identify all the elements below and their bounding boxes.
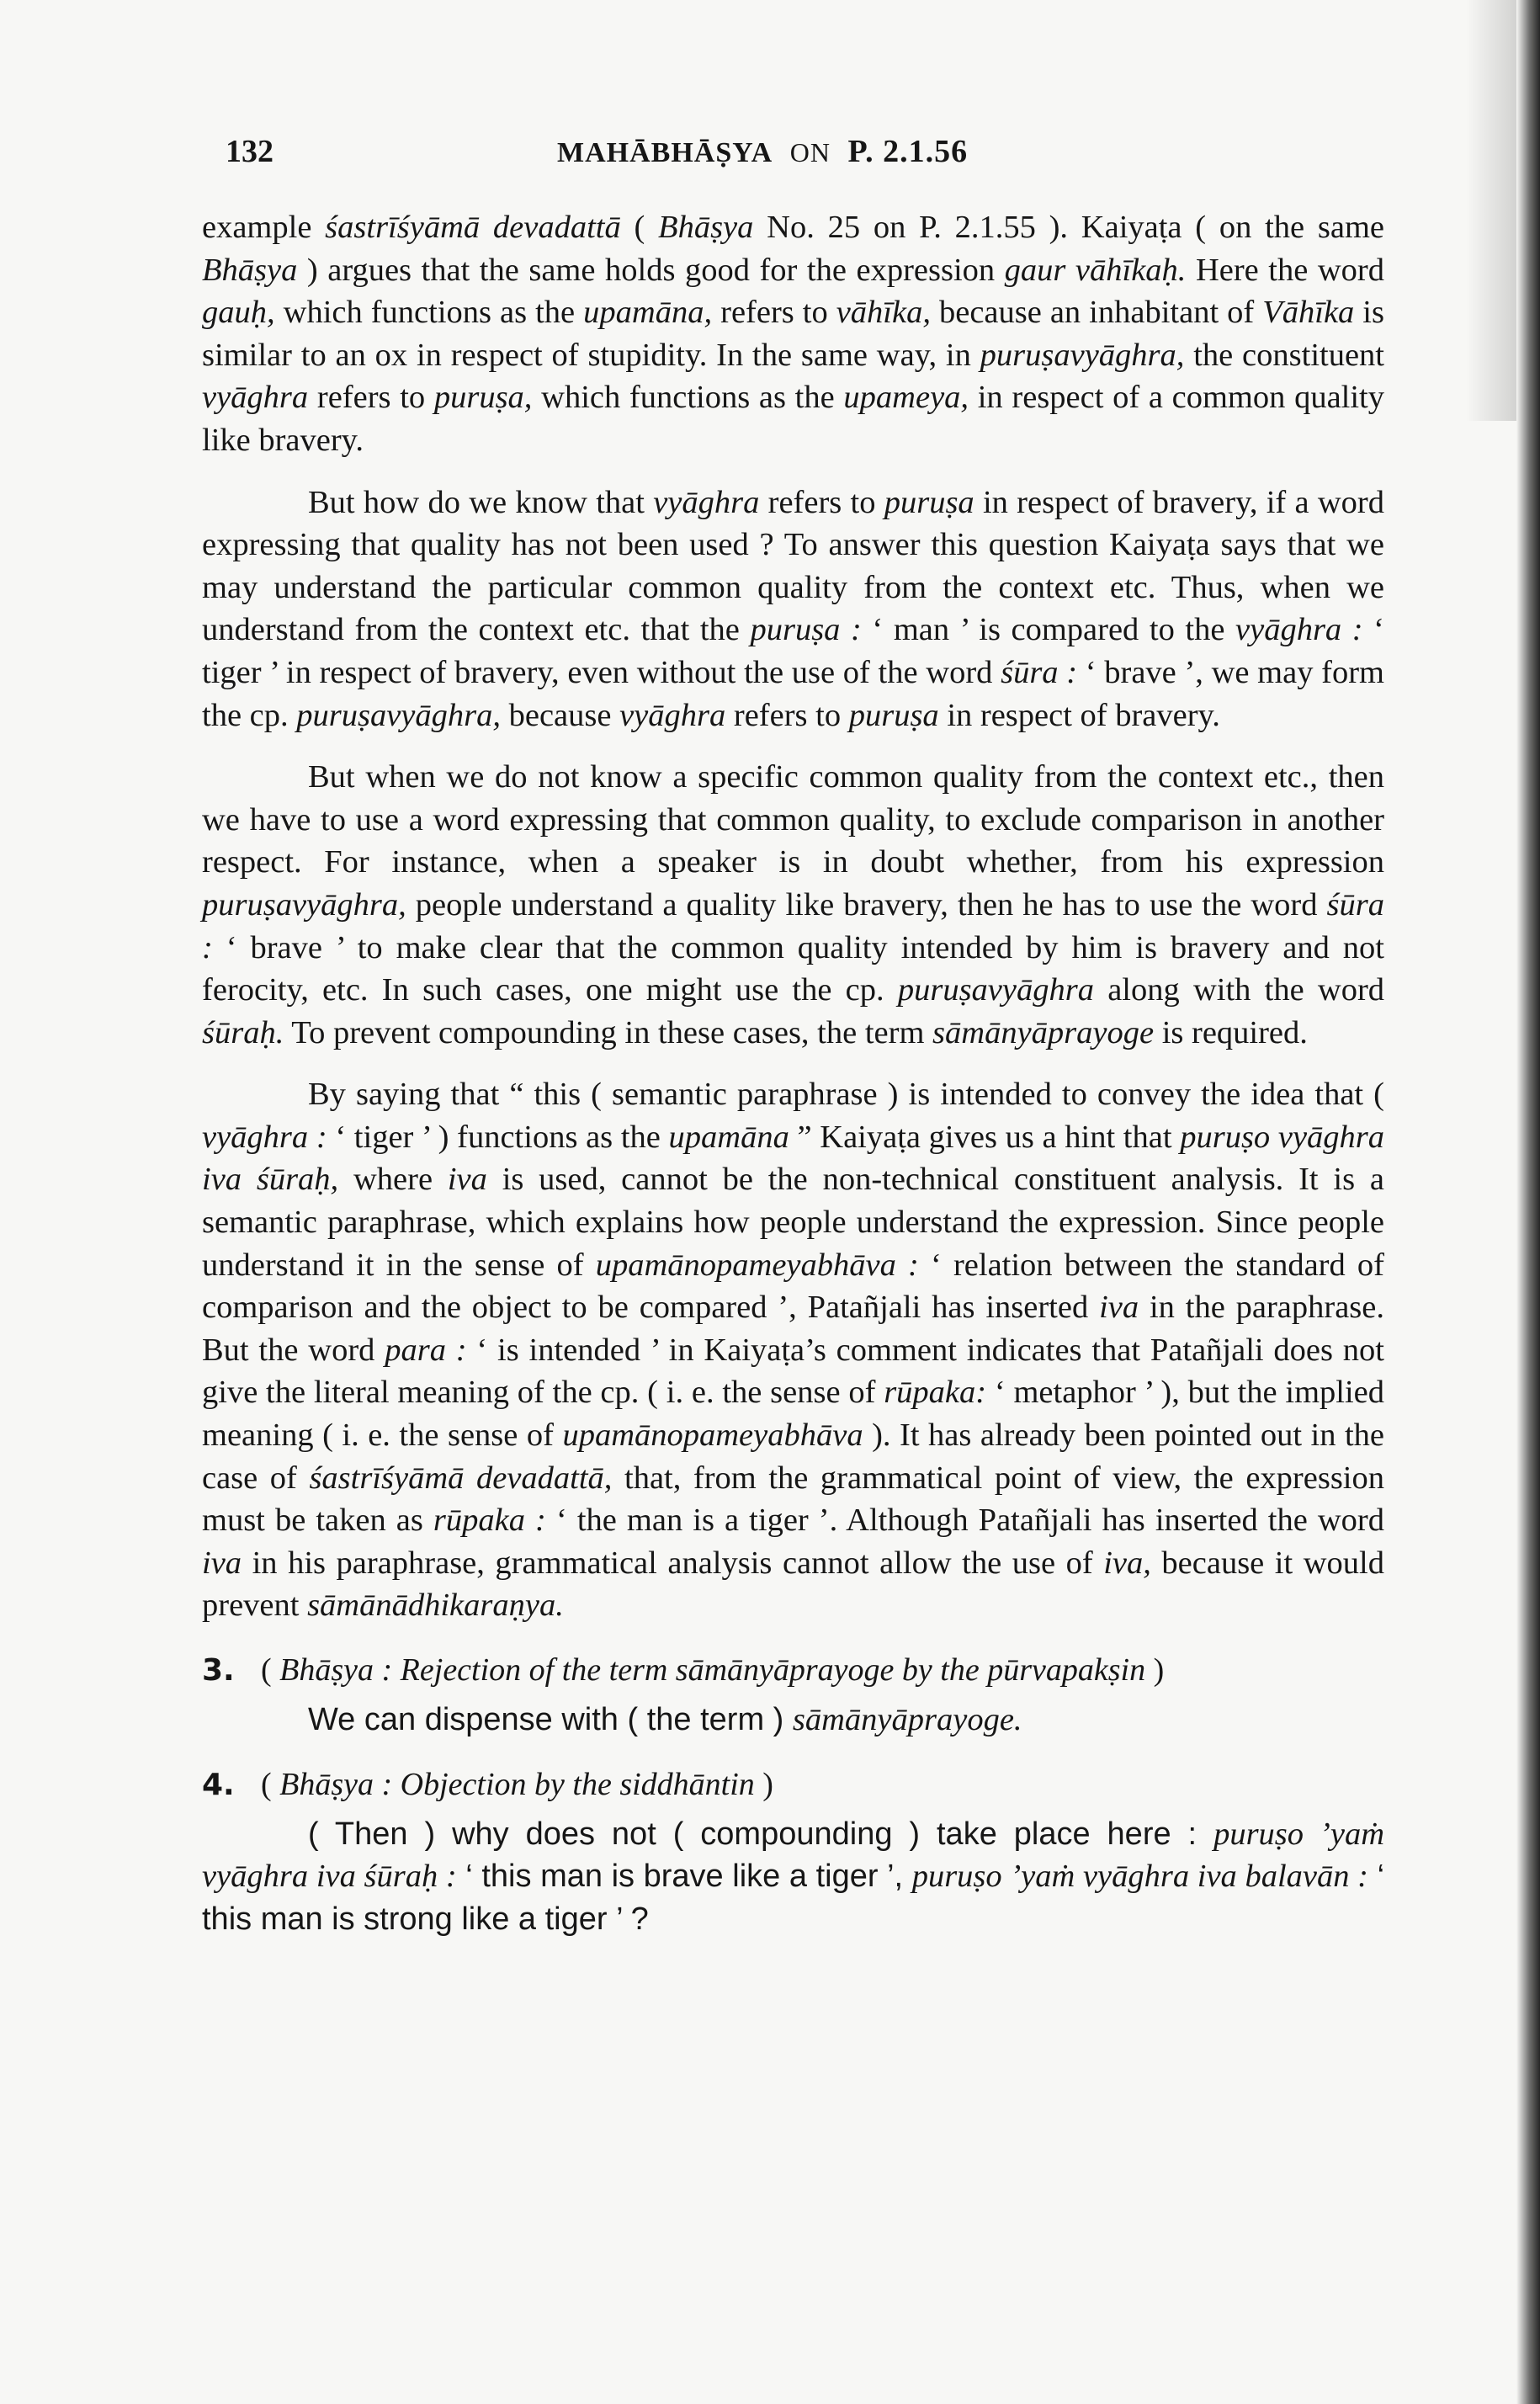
text-run: ‘ brave ’, we may form the cp.: [202, 654, 1384, 733]
translation-text: ‘ this man is brave like a tiger ’,: [456, 1859, 912, 1895]
text-run: is used, cannot be the non-technical constituent analysis. It is a semantic paraphrase, which explains how people understand the expression. Since people understand it in the sense of: [202, 1162, 1384, 1283]
text-run: By saying that “ this ( semantic paraphrase ) is intended to convey the idea that (: [308, 1077, 1384, 1113]
text-run: ‘ tiger ’ ) functions as the: [327, 1119, 669, 1155]
text-run: in the paraphrase. But the word: [202, 1290, 1385, 1368]
text-run: (: [620, 210, 659, 245]
italic-term: vyāghra: [202, 380, 309, 416]
text-run: ) argues that the same holds good for the expression: [297, 252, 1005, 288]
italic-term: rūpaka :: [433, 1502, 546, 1539]
italic-term: puruṣo vyāghra iva śūraḥ,: [202, 1119, 1385, 1198]
section-3-heading: [202, 1649, 1384, 1692]
section-3: [202, 1649, 1384, 1742]
text-run: But when we do not know a specific common quality from the context etc., then we have to use a word expressing that common quality, to exclude comparison in another respect. For instance, when a speaker is in doubt whether, from his expression: [202, 759, 1384, 880]
translation-text: ‘ this man is strong like a tiger ’ ?: [202, 1859, 1385, 1937]
section-3-number: 3.: [202, 1653, 235, 1688]
italic-term: vyāghra :: [1235, 612, 1363, 648]
text-run: where: [338, 1162, 448, 1198]
translation-text: We can dispense with ( the term ): [308, 1702, 793, 1737]
italic-term: puruṣa,: [433, 380, 533, 416]
italic-term: upamānopameyabhāva :: [595, 1247, 919, 1283]
text-run: ): [1145, 1652, 1165, 1688]
italic-term: iva: [447, 1162, 487, 1198]
text-run: in his paraphrase, grammatical analysis cannot allow the use of: [242, 1545, 1104, 1581]
running-title-ref: P. 2.1.56: [847, 134, 969, 169]
section-4-number: 4.: [202, 1767, 235, 1802]
paragraph-3: [202, 756, 1384, 1054]
italic-term: vyāghra: [653, 484, 760, 520]
italic-term: puruṣa :: [750, 612, 862, 648]
italic-term: śūra :: [202, 886, 1384, 965]
page-edge-shadow: [1516, 0, 1540, 2404]
italic-term: śastrīśyāmā devadattā: [325, 210, 621, 245]
italic-term: vyāghra: [619, 697, 726, 733]
text-run: which functions as the: [532, 380, 844, 416]
italic-term: para :: [385, 1332, 467, 1368]
italic-term: upamāna,: [583, 295, 713, 331]
text-run: because an inhabitant of: [930, 295, 1263, 331]
text-run: in respect of bravery, if a word expressing that quality has not been used ? To answer this question Kaiyaṭa says that we may understand the particular common quality from the context etc. Thus, when we understand from the context etc. that the: [202, 484, 1384, 648]
section-3-title: [261, 1652, 1164, 1688]
text-run: refers to: [712, 295, 836, 331]
italic-term: puruṣa: [884, 484, 974, 520]
italic-term: gaur vāhīkaḥ.: [1004, 252, 1187, 288]
section-4-heading: [202, 1763, 1384, 1806]
page-edge-shade: [1466, 0, 1516, 421]
italic-term: puruṣa: [848, 697, 939, 733]
italic-term: puruṣo ’yaṁ vyāghra iva balavān :: [911, 1859, 1368, 1895]
text-run: But how do we know that: [308, 484, 654, 520]
italic-term: śūra :: [1001, 654, 1078, 690]
italic-term: śastrīśyāmā devadattā,: [309, 1460, 613, 1496]
text-run: Here the word: [1186, 252, 1384, 288]
text-run: ): [754, 1766, 773, 1802]
text-run: ‘ the man is a tiger ’. Although Patañjali has inserted the word: [545, 1502, 1384, 1539]
text-run: refers to: [308, 380, 434, 416]
italic-term: sāmānyāprayoge.: [792, 1702, 1022, 1737]
text-run: the constituent: [1184, 337, 1384, 373]
text-run: ‘ metaphor ’ ), but the implied meaning ( i. e. the sense of: [202, 1375, 1384, 1454]
text-run: in respect of bravery.: [938, 697, 1220, 733]
text-run: is similar to an ox in respect of stupidity. In the same way, in: [202, 295, 1384, 373]
text-run: that, from the grammatical point of view, the expression must be taken as: [202, 1460, 1384, 1539]
text-run: ‘ man ’ is compared to the: [861, 612, 1236, 648]
text-run: because it would prevent: [202, 1545, 1384, 1624]
text-run: which functions as the: [274, 295, 584, 331]
italic-term: sāmānyāprayoge: [932, 1014, 1155, 1050]
text-run: To prevent compounding in these cases, the term: [284, 1014, 933, 1050]
italic-term: Bhāṣya : Rejection of the term sāmānyāprayoge by the pūrvapakṣin: [279, 1652, 1146, 1688]
italic-term: śūraḥ.: [202, 1014, 284, 1050]
text-run: because: [501, 697, 620, 733]
italic-term: puruṣo ’yaṁ vyāghra iva śūraḥ :: [202, 1816, 1385, 1895]
section-4-text: [202, 1813, 1384, 1941]
paragraph-4: [202, 1073, 1384, 1627]
text-run: ‘ is intended ’ in Kaiyaṭa’s comment indicates that Patañjali does not give the literal meaning of the cp. ( i. e. the sense of: [202, 1332, 1384, 1411]
italic-term: iva,: [1103, 1545, 1151, 1581]
italic-term: iva: [202, 1545, 242, 1581]
text-run: No. 25 on P. 2.1.55 ). Kaiyaṭa ( on the same: [753, 210, 1384, 245]
running-header: [204, 126, 1382, 177]
text-run: (: [261, 1766, 280, 1802]
italic-term: rūpaka:: [884, 1375, 987, 1411]
paragraph-1: [202, 206, 1384, 462]
text-run: people understand a quality like bravery, then he has to use the word: [406, 886, 1327, 923]
italic-term: upamānopameyabhāva: [562, 1417, 863, 1454]
section-3-text: [202, 1699, 1384, 1742]
italic-term: vāhīka,: [836, 295, 931, 331]
text-run: along with the word: [1093, 972, 1385, 1008]
text-run: refers to: [759, 484, 884, 520]
running-title: [557, 133, 968, 170]
text-run: ‘ brave ’ to make clear that the common quality intended by him is bravery and not ferocity, etc. In such cases, one might use the cp.: [202, 929, 1384, 1008]
italic-term: vyāghra :: [202, 1119, 327, 1155]
italic-term: Bhāṣya: [658, 210, 754, 245]
text-run: (: [261, 1652, 280, 1688]
italic-term: Bhāṣya : Objection by the siddhāntin: [279, 1766, 755, 1802]
section-4-title: [261, 1767, 773, 1802]
italic-term: puruṣavyāghra: [897, 972, 1094, 1008]
italic-term: Bhāṣya: [202, 252, 298, 288]
italic-term: puruṣavyāghra,: [202, 886, 406, 923]
italic-term: upamāna: [668, 1119, 789, 1155]
text-run: ‘ relation between the standard of comparison and the object to be compared ’, Patañjali has inserted: [202, 1247, 1384, 1326]
italic-term: Vāhīka: [1262, 295, 1355, 331]
italic-term: puruṣavyāghra,: [296, 697, 501, 733]
italic-term: upameya,: [843, 380, 969, 416]
text-run: ‘ tiger ’ in respect of bravery, even without the use of the word: [202, 612, 1384, 690]
running-title-main: MAHĀBHĀṢYA: [557, 137, 773, 168]
italic-term: iva: [1099, 1290, 1139, 1326]
paragraph-2: [202, 481, 1384, 737]
translation-text: ( Then ) why does not ( compounding ) take place here :: [308, 1816, 1214, 1852]
text-run: ” Kaiyaṭa gives us a hint that: [789, 1119, 1181, 1155]
italic-term: gauḥ,: [202, 295, 275, 331]
text-run: ). It has already been pointed out in the case of: [202, 1417, 1385, 1496]
page-body: [202, 206, 1384, 1940]
page-number: 132: [226, 134, 273, 169]
italic-term: sāmānādhikaraṇya.: [307, 1588, 564, 1624]
running-title-on: ON: [789, 137, 831, 168]
text-run: refers to: [725, 697, 849, 733]
italic-term: puruṣavyāghra,: [980, 337, 1185, 373]
text-run: is required.: [1154, 1014, 1308, 1050]
section-4: [202, 1763, 1384, 1941]
text-run: example: [202, 210, 326, 245]
text-run: in respect of a common quality like bravery.: [202, 380, 1385, 458]
